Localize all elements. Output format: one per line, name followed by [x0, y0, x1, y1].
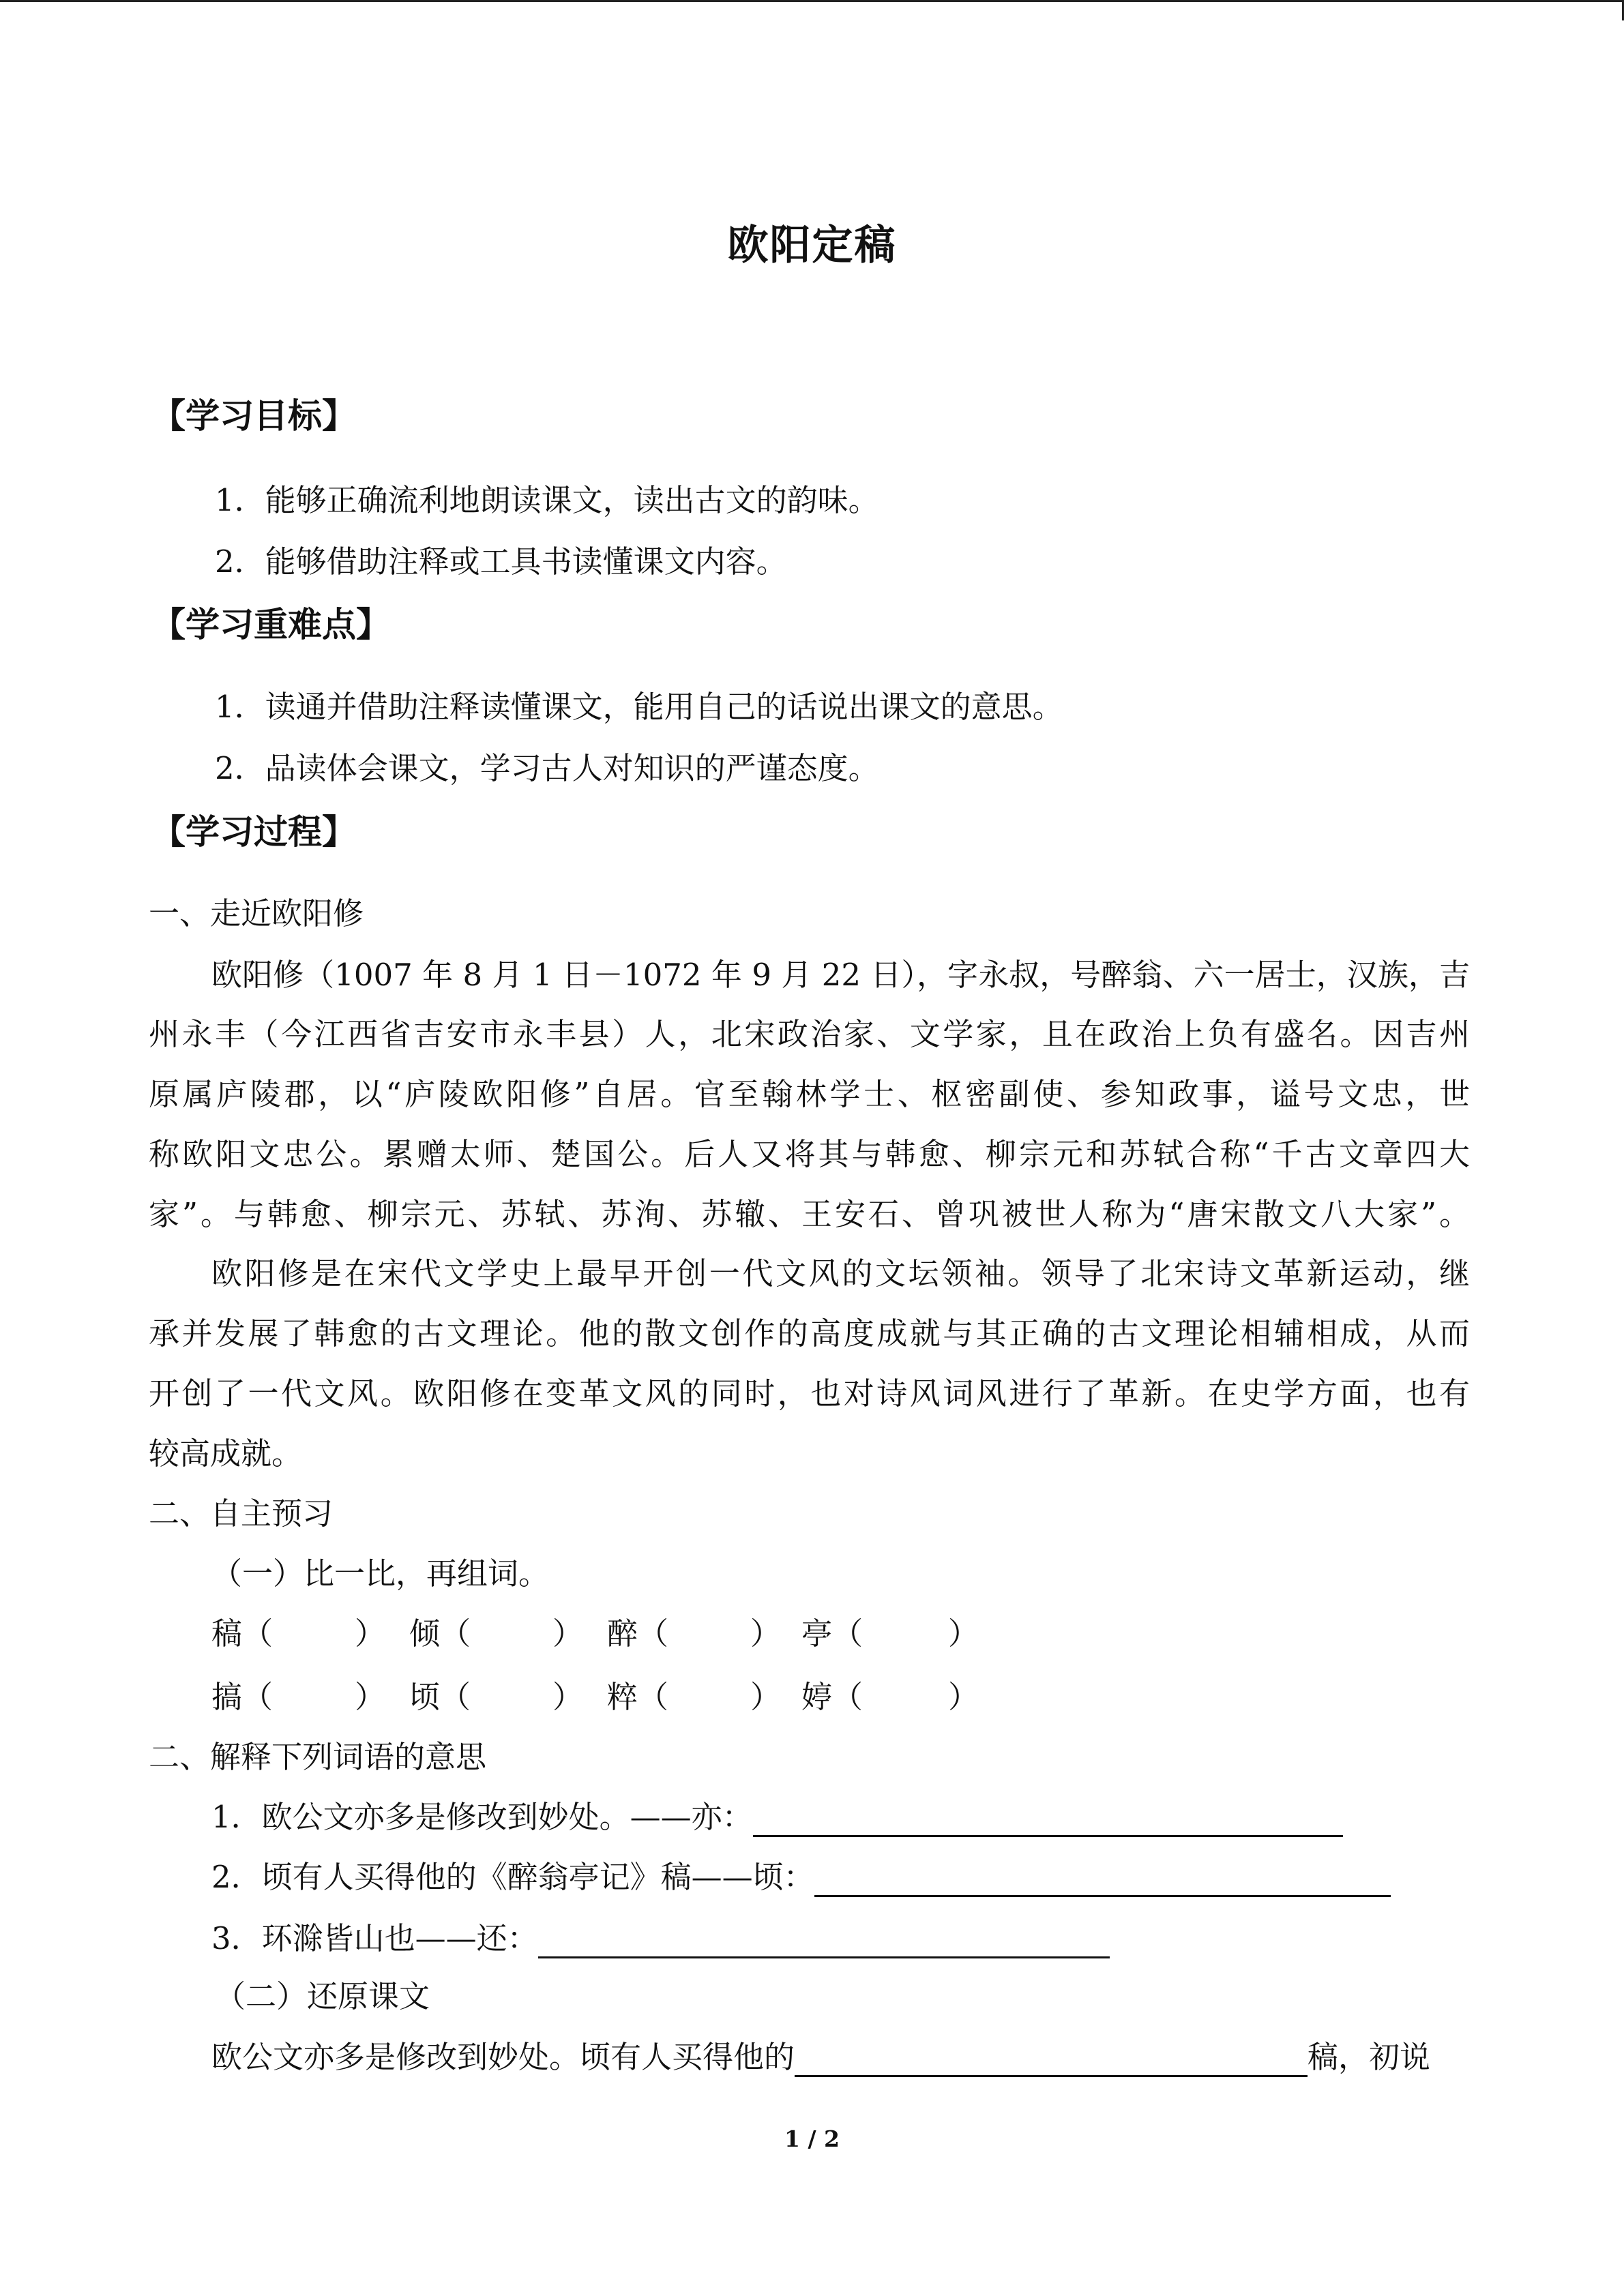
bio2-line-2: 承并发展了韩愈的古文理论。他的散文创作的高度成就与其正确的古文理论相辅相成，从而: [149, 1315, 1470, 1352]
answer-blank-3[interactable]: [538, 1920, 1110, 1958]
restore-subheading: （二）还原课文: [215, 1978, 430, 2014]
objective-item-1: 1．能够正确流利地朗读课文，读出古文的韵味。: [215, 482, 879, 518]
compare-close: ）: [355, 1615, 386, 1652]
compare-close: ）: [552, 1615, 584, 1652]
page-title: 欧阳定稿: [727, 222, 897, 269]
restore-blank[interactable]: [795, 2039, 1308, 2077]
compare-close: ）: [750, 1615, 782, 1652]
compare-close: ）: [750, 1679, 782, 1715]
compare-open: 亭（: [801, 1615, 863, 1652]
compare-open: 稿（: [211, 1615, 274, 1652]
objectives-heading: 【学习目标】: [151, 396, 356, 436]
compare-open: 粹（: [607, 1679, 669, 1715]
answer-blank-2[interactable]: [814, 1859, 1391, 1897]
restore-line: [211, 2032, 1430, 2077]
keypoint-item-1: 1．读通并借助注释读懂课文，能用自己的话说出课文的意思。: [215, 689, 1063, 725]
page-top-border: [0, 0, 1624, 2]
explain-item-3: [211, 1913, 1110, 1958]
page-number: 1 / 2: [784, 2126, 840, 2152]
compare-open: 搞（: [211, 1679, 274, 1715]
compare-open: 顷（: [409, 1679, 471, 1715]
answer-blank-1[interactable]: [753, 1799, 1343, 1837]
bio2-line-1: 欧阳修是在宋代文学史上最早开创一代文风的文坛领袖。领导了北宋诗文革新运动，继: [211, 1255, 1470, 1292]
compare-close: ）: [355, 1679, 386, 1715]
part3-heading: 二、解释下列词语的意思: [149, 1739, 487, 1775]
explain-item-3-text: 3．环滁皆山也——还：: [211, 1920, 538, 1956]
bio-line-4: 称欧阳文忠公。累赠太师、楚国公。后人又将其与韩愈、柳宗元和苏轼合称“千古文章四大: [149, 1136, 1470, 1172]
restore-suffix: 稿，初说: [1308, 2039, 1431, 2075]
part1-heading: 一、走近欧阳修: [149, 895, 364, 931]
part2-heading: 二、自主预习: [149, 1495, 334, 1532]
explain-item-1: [211, 1792, 1343, 1837]
compare-close: ）: [948, 1679, 979, 1715]
compare-open: 倾（: [409, 1615, 471, 1652]
bio2-line-4: 较高成就。: [149, 1435, 303, 1472]
process-heading: 【学习过程】: [151, 811, 356, 852]
compare-open: 醉（: [607, 1615, 669, 1652]
explain-item-2: [211, 1852, 1391, 1897]
compare-close: ）: [948, 1615, 979, 1652]
explain-item-1-text: 1．欧公文亦多是修改到妙处。——亦：: [211, 1799, 753, 1835]
bio2-line-3: 开创了一代文风。欧阳修在变革文风的同时，也对诗风词风进行了革新。在史学方面，也有: [149, 1375, 1470, 1412]
compare-subheading: （一）比一比，再组词。: [211, 1555, 550, 1592]
compare-open: 婷（: [801, 1679, 863, 1715]
bio-line-2: 州永丰（今江西省吉安市永丰县）人，北宋政治家、文学家，且在政治上负有盛名。因吉州: [149, 1016, 1470, 1052]
keypoint-item-2: 2．品读体会课文，学习古人对知识的严谨态度。: [215, 750, 879, 786]
bio-line-1: 欧阳修（1007 年 8 月 1 日－1072 年 9 月 22 日），字永叔，号醉翁、六一居士，汉族，吉: [211, 957, 1470, 993]
compare-close: ）: [552, 1679, 584, 1715]
explain-item-2-text: 2．顷有人买得他的《醉翁亭记》稿——顷：: [211, 1859, 814, 1895]
keypoints-heading: 【学习重难点】: [151, 604, 390, 644]
objective-item-2: 2．能够借助注释或工具书读懂课文内容。: [215, 543, 787, 580]
bio-line-5: 家”。与韩愈、柳宗元、苏轼、苏洵、苏辙、王安石、曾巩被世人称为“唐宋散文八大家”。: [149, 1196, 1470, 1232]
bio-line-3: 原属庐陵郡，以“庐陵欧阳修”自居。官至翰林学士、枢密副使、参知政事，谥号文忠，世: [149, 1076, 1470, 1112]
restore-prefix: 欧公文亦多是修改到妙处。顷有人买得他的: [211, 2039, 795, 2075]
